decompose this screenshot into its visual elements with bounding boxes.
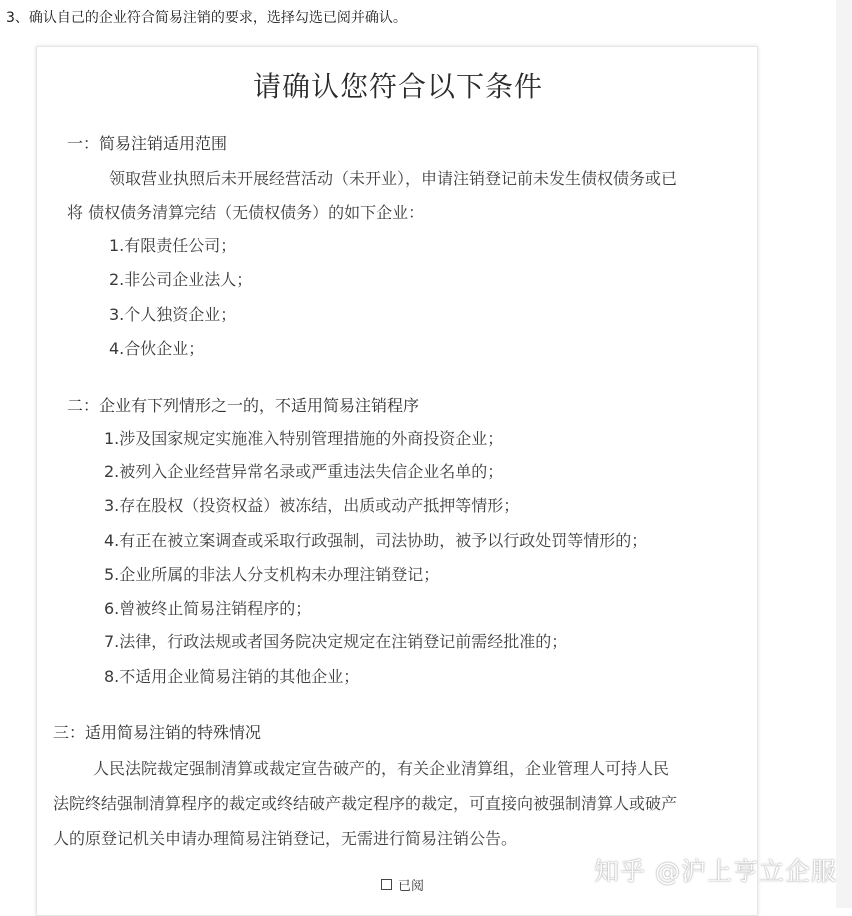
section2-heading: 二：企业有下列情形之一的，不适用简易注销程序 xyxy=(67,396,420,415)
document-title: 请确认您符合以下条件 xyxy=(252,70,543,103)
zhihu-watermark: 知乎 @沪上亨立企服 xyxy=(594,857,837,886)
section1-heading: 一：简易注销适用范围 xyxy=(67,134,228,153)
section1-list-item: 1.有限责任公司； xyxy=(109,236,237,255)
section2-list-item: 8.不适用企业简易注销的其他企业； xyxy=(104,667,360,686)
read-confirm-label: 已阅 xyxy=(398,879,425,894)
step-instruction: 3、确认自己的企业符合简易注销的要求，选择勾选已阅并确认。 xyxy=(6,10,407,26)
section1-list-item: 3.个人独资企业； xyxy=(109,305,237,324)
section3-heading: 三：适用简易注销的特殊情况 xyxy=(53,723,262,742)
section2-list-item: 2.被列入企业经营异常名录或严重违法失信企业名单的； xyxy=(104,462,504,481)
scrollbar-gutter xyxy=(836,0,852,908)
section1-list-item: 2.非公司企业法人； xyxy=(109,270,253,289)
section3-paragraph-line: 法院终结强制清算程序的裁定或终结破产裁定程序的裁定，可直接向被强制清算人或破产 xyxy=(53,794,678,813)
checkbox-box[interactable] xyxy=(381,879,392,890)
section3-paragraph-line: 人的原登记机关申请办理简易注销登记，无需进行简易注销公告。 xyxy=(53,829,518,848)
section2-list-item: 7.法律，行政法规或者国务院决定规定在注销登记前需经批准的； xyxy=(104,632,568,651)
section1-list-item: 4.合伙企业； xyxy=(109,339,205,358)
section1-paragraph-line: 将 债权债务清算完结（无债权债务）的如下企业： xyxy=(67,203,425,222)
read-confirm-checkbox[interactable] xyxy=(381,875,424,894)
section1-paragraph-line: 领取营业执照后未开展经营活动（未开业），申请注销登记前未发生债权债务或已 xyxy=(109,169,678,188)
section3-paragraph-line: 人民法院裁定强制清算或裁定宣告破产的，有关企业清算组，企业管理人可持人民 xyxy=(93,759,670,778)
conditions-document xyxy=(36,46,758,916)
section2-list-item: 5.企业所属的非法人分支机构未办理注销登记； xyxy=(104,565,440,584)
section2-list-item: 3.存在股权（投资权益）被冻结，出质或动产抵押等情形； xyxy=(104,496,520,515)
section2-list-item: 6.曾被终止简易注销程序的； xyxy=(104,599,312,618)
section2-list-item: 4.有正在被立案调查或采取行政强制，司法协助，被予以行政处罚等情形的； xyxy=(104,531,648,550)
section2-list-item: 1.涉及国家规定实施准入特别管理措施的外商投资企业； xyxy=(104,429,504,448)
